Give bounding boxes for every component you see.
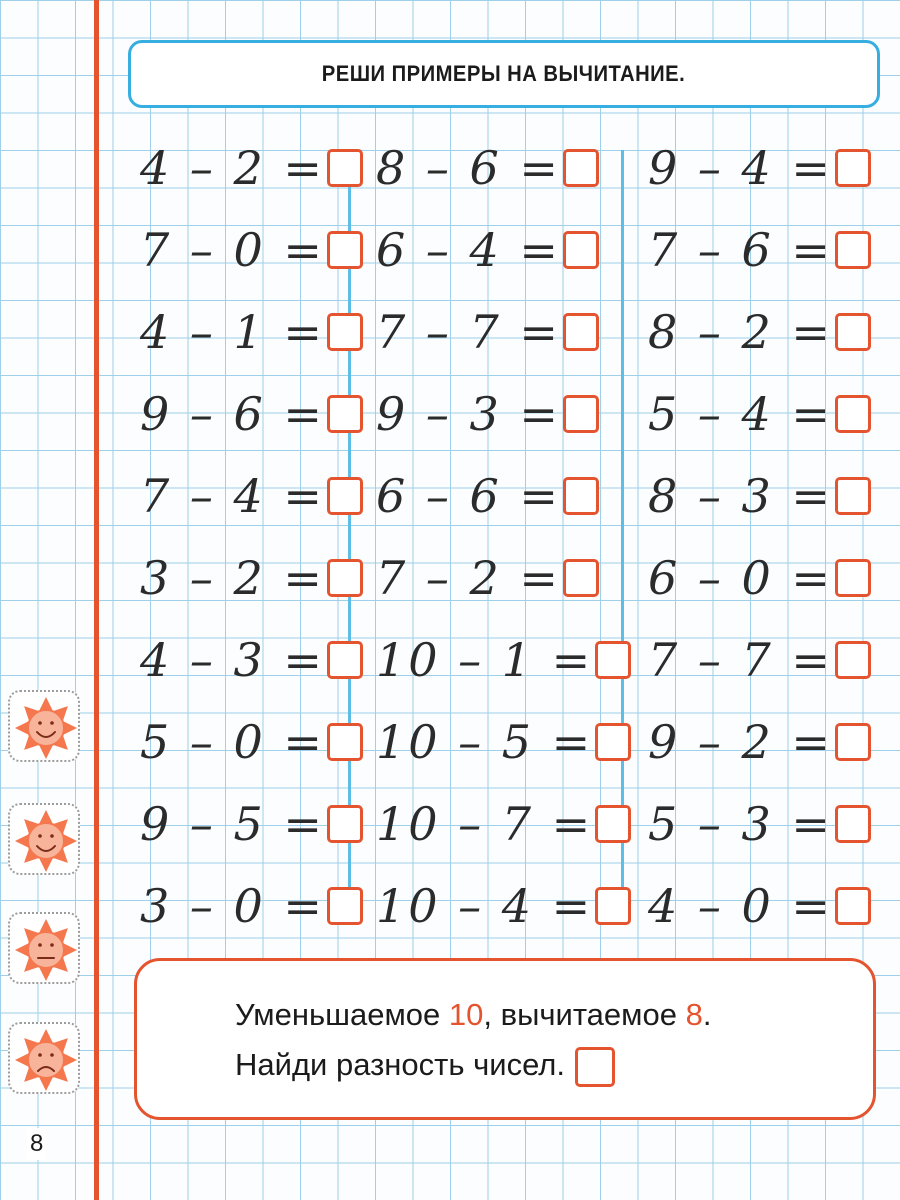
- subtraction-problem: [648, 878, 871, 934]
- sun-svg: [10, 692, 82, 764]
- subtraction-problem: [140, 140, 363, 196]
- task-text: Уменьшаемое: [235, 997, 449, 1032]
- subtraction-problem: [140, 632, 363, 688]
- problem-expression: 4 – 2 =: [140, 141, 325, 195]
- problem-expression: 10 – 5 =: [376, 715, 594, 769]
- answer-box[interactable]: [563, 559, 599, 597]
- word-problem-line-2: [235, 1047, 615, 1087]
- problem-expression: 7 – 0 =: [140, 223, 325, 277]
- sun-svg: [10, 914, 82, 986]
- problem-expression: 6 – 4 =: [376, 223, 561, 277]
- problem-expression: 7 – 7 =: [648, 633, 833, 687]
- problem-expression: 9 – 6 =: [140, 387, 325, 441]
- smiling-sun-icon[interactable]: [8, 690, 80, 762]
- subtraction-problem: [376, 796, 631, 852]
- problem-expression: 7 – 7 =: [376, 305, 561, 359]
- sun-face: [28, 932, 64, 968]
- problem-expression: 9 – 5 =: [140, 797, 325, 851]
- subtraction-problem: [648, 468, 871, 524]
- subtraction-problem: [648, 304, 871, 360]
- problem-expression: 7 – 6 =: [648, 223, 833, 277]
- problem-expression: 9 – 2 =: [648, 715, 833, 769]
- subtraction-problem: [376, 632, 631, 688]
- subtraction-problem: [376, 222, 599, 278]
- instruction-title: РЕШИ ПРИМЕРЫ НА ВЫЧИТАНИЕ.: [322, 61, 686, 86]
- problem-expression: 6 – 0 =: [648, 551, 833, 605]
- problem-expression: 9 – 3 =: [376, 387, 561, 441]
- problem-expression: 9 – 4 =: [648, 141, 833, 195]
- answer-box[interactable]: [327, 231, 363, 269]
- answer-box[interactable]: [835, 149, 871, 187]
- sun-ray: [39, 810, 52, 823]
- sun-face: [28, 823, 64, 859]
- subtraction-problem: [140, 878, 363, 934]
- answer-box[interactable]: [835, 887, 871, 925]
- subtraction-problem: [376, 550, 599, 606]
- answer-box[interactable]: [563, 477, 599, 515]
- sun-ray: [39, 1078, 52, 1091]
- sun-svg: [10, 1024, 82, 1096]
- answer-box[interactable]: [835, 559, 871, 597]
- sun-face: [28, 1042, 64, 1078]
- answer-box[interactable]: [595, 641, 631, 679]
- subtraction-problem: [648, 140, 871, 196]
- sun-ray: [15, 1053, 28, 1066]
- problem-expression: 5 – 3 =: [648, 797, 833, 851]
- sun-eye: [50, 1053, 54, 1057]
- answer-box[interactable]: [835, 395, 871, 433]
- word-problem-line-1: [235, 997, 711, 1033]
- answer-box[interactable]: [835, 477, 871, 515]
- answer-box[interactable]: [835, 641, 871, 679]
- answer-box[interactable]: [327, 477, 363, 515]
- answer-box[interactable]: [835, 723, 871, 761]
- subtraction-problem: [140, 222, 363, 278]
- answer-box[interactable]: [327, 395, 363, 433]
- margin-line: [94, 0, 99, 1200]
- sun-ray: [64, 1053, 77, 1066]
- task-text: , вычитаемое: [483, 997, 686, 1032]
- word-problem-answer-box[interactable]: [575, 1047, 615, 1087]
- answer-box[interactable]: [327, 559, 363, 597]
- problem-expression: 4 – 3 =: [140, 633, 325, 687]
- subtraction-problem: [648, 714, 871, 770]
- subtraction-problem: [648, 796, 871, 852]
- subtraction-problem: [648, 222, 871, 278]
- sun-ray: [64, 834, 77, 847]
- answer-box[interactable]: [595, 805, 631, 843]
- answer-box[interactable]: [327, 723, 363, 761]
- word-problem-box: [134, 958, 876, 1120]
- sun-ray: [64, 721, 77, 734]
- subtraction-problem: [376, 140, 599, 196]
- task-text: .: [702, 997, 712, 1032]
- subtraction-problem: [140, 304, 363, 360]
- answer-box[interactable]: [563, 149, 599, 187]
- problem-expression: 3 – 0 =: [140, 879, 325, 933]
- subtraction-problem: [376, 304, 599, 360]
- sun-eye: [50, 721, 54, 725]
- answer-box[interactable]: [595, 723, 631, 761]
- sad-sun-icon[interactable]: [8, 1022, 80, 1094]
- sun-ray: [39, 968, 52, 981]
- sun-ray: [15, 721, 28, 734]
- problem-expression: 8 – 2 =: [648, 305, 833, 359]
- subtrahend-value: 8: [685, 997, 703, 1032]
- answer-box[interactable]: [327, 641, 363, 679]
- subtraction-problem: [648, 632, 871, 688]
- subtraction-problem: [140, 386, 363, 442]
- sun-ray: [39, 919, 52, 932]
- subtraction-problem: [648, 386, 871, 442]
- subtraction-problem: [140, 796, 363, 852]
- answer-box[interactable]: [327, 887, 363, 925]
- answer-box[interactable]: [327, 805, 363, 843]
- happy-sun-icon[interactable]: [8, 803, 80, 875]
- problem-expression: 3 – 2 =: [140, 551, 325, 605]
- subtraction-problem: [140, 714, 363, 770]
- answer-box[interactable]: [563, 313, 599, 351]
- sun-ray: [39, 1029, 52, 1042]
- sun-ray: [15, 943, 28, 956]
- sun-eye: [38, 721, 42, 725]
- minuend-value: 10: [448, 997, 484, 1032]
- answer-box[interactable]: [327, 149, 363, 187]
- neutral-sun-icon[interactable]: [8, 912, 80, 984]
- problem-expression: 5 – 0 =: [140, 715, 325, 769]
- subtraction-problem: [140, 550, 363, 606]
- problem-expression: 4 – 0 =: [648, 879, 833, 933]
- problem-expression: 8 – 3 =: [648, 469, 833, 523]
- answer-box[interactable]: [327, 313, 363, 351]
- sun-svg: [10, 805, 82, 877]
- sun-eye: [50, 834, 54, 838]
- subtraction-problem: [376, 468, 599, 524]
- subtraction-problem: [376, 714, 631, 770]
- answer-box[interactable]: [835, 231, 871, 269]
- problem-expression: 10 – 1 =: [376, 633, 594, 687]
- subtraction-problem: [376, 386, 599, 442]
- sun-ray: [39, 859, 52, 872]
- sun-eye: [50, 943, 54, 947]
- answer-box[interactable]: [563, 231, 599, 269]
- sun-ray: [64, 943, 77, 956]
- instruction-banner: [128, 40, 880, 108]
- problem-expression: 6 – 6 =: [376, 469, 561, 523]
- sun-eye: [38, 1053, 42, 1057]
- problem-expression: 7 – 2 =: [376, 551, 561, 605]
- subtraction-problem: [376, 878, 631, 934]
- sun-ray: [15, 834, 28, 847]
- answer-box[interactable]: [563, 395, 599, 433]
- problem-expression: 10 – 4 =: [376, 879, 594, 933]
- answer-box[interactable]: [835, 805, 871, 843]
- answer-box[interactable]: [835, 313, 871, 351]
- problem-expression: 8 – 6 =: [376, 141, 561, 195]
- subtraction-problem: [648, 550, 871, 606]
- sun-eye: [38, 943, 42, 947]
- page-number: 8: [27, 1128, 46, 1160]
- sun-ray: [39, 697, 52, 710]
- problem-expression: 7 – 4 =: [140, 469, 325, 523]
- sun-eye: [38, 834, 42, 838]
- task-question: Найди разность чисел.: [235, 1047, 566, 1083]
- sun-ray: [39, 746, 52, 759]
- problem-expression: 5 – 4 =: [648, 387, 833, 441]
- sun-face: [28, 710, 64, 746]
- answer-box[interactable]: [595, 887, 631, 925]
- subtraction-problem: [140, 468, 363, 524]
- problem-expression: 10 – 7 =: [376, 797, 594, 851]
- problem-expression: 4 – 1 =: [140, 305, 325, 359]
